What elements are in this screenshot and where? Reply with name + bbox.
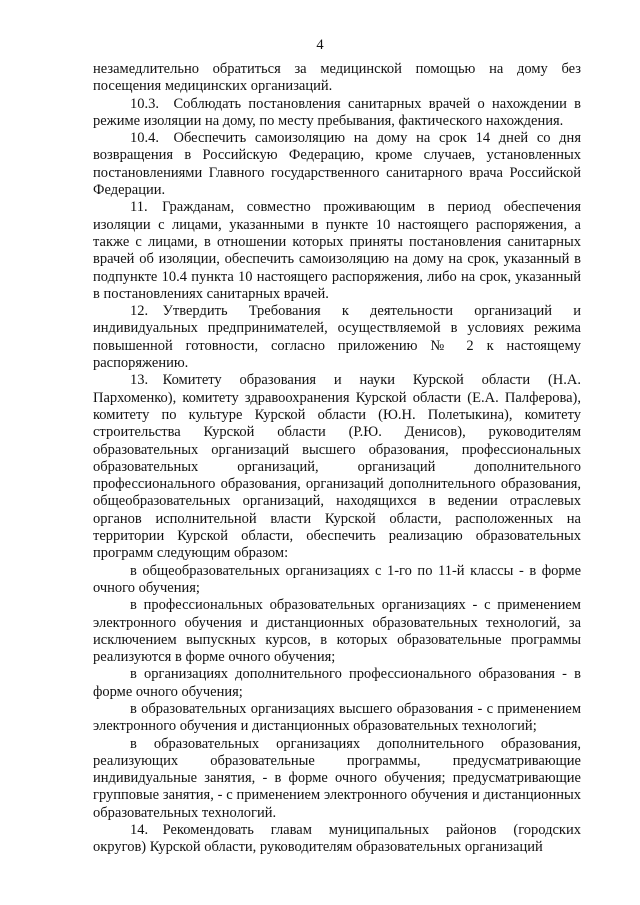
paragraph: 12. Утвердить Требования к деятельности организаций и индивидуальных предпринимателей, осуществляемой в условиях режима повышенной готовности, согласно приложению № 2 к настоящему распоряжению.	[93, 303, 581, 372]
paragraph: в общеобразовательных организациях с 1-го по 11-й классы - в форме очного обучения;	[93, 562, 581, 596]
paragraph: 10.3. Соблюдать постановления санитарных врачей о нахождении в режиме изоляции на дому, по месту пребывания, фактического нахождения.	[93, 95, 581, 129]
paragraph: в организациях дополнительного профессионального образования - в форме очного обучения;	[93, 666, 581, 700]
paragraph: в образовательных организациях дополнительного образования, реализующих образовательные программы, предусматривающие индивидуальные занятия, - в форме очного обучения; предусматривающие групповые занятия, - с применением электронного обучения и дистанционных образовательных технологий.	[93, 735, 581, 821]
page-number: 4	[316, 37, 324, 53]
paragraph: незамедлительно обратиться за медицинской помощью на дому без посещения медицинских организаций.	[93, 61, 581, 95]
document-body	[93, 61, 581, 857]
paragraph: в образовательных организациях высшего образования - с применением электронного обучения и дистанционных образовательных технологий;	[93, 700, 581, 735]
paragraph: 11. Гражданам, совместно проживающим в период обеспечения изоляции с лицами, указанными в пункте 10 настоящего распоряжения, а также с лицами, в отношении которых приняты постановления санитарных врачей об изоляции, обеспечить самоизоляцию на дому на срок, указанный в подпункте 10.4 пункта 10 настоящего распоряжения, либо на срок, указанный в постановлениях санитарных врачей.	[93, 199, 581, 302]
paragraph: 10.4. Обеспечить самоизоляцию на дому на срок 14 дней со дня возвращения в Российскую Федерацию, кроме случаев, установленных постановлениями Главного государственного санитарного врача Российской Федерации.	[93, 130, 581, 199]
paragraph: 13. Комитету образования и науки Курской области (Н.А. Пархоменко), комитету здравоохранения Курской области (Е.А. Палферова), комитету по культуре Курской области (Ю.Н. Полетыкина), комитету строительства Курской области (Р.Ю. Денисов), руководителям образовательных организаций высшего образования, профессиональных образовательных организаций, организаций дополнительного профессионального образования, организаций дополнительного образования, общеобразовательных организаций, находящихся в ведении отраслевых органов исполнительной власти Курской области, расположенных на территории Курской области, обеспечить реализацию образовательных программ следующим образом:	[93, 372, 581, 562]
paragraph: в профессиональных образовательных организациях - с применением электронного обучения и дистанционных образовательных технологий, за исключением выпускных курсов, в которых образовательные программы реализуются в форме очного обучения;	[93, 597, 581, 666]
paragraph: 14. Рекомендовать главам муниципальных районов (городских округов) Курской области, руководителям образовательных организаций	[93, 822, 581, 856]
